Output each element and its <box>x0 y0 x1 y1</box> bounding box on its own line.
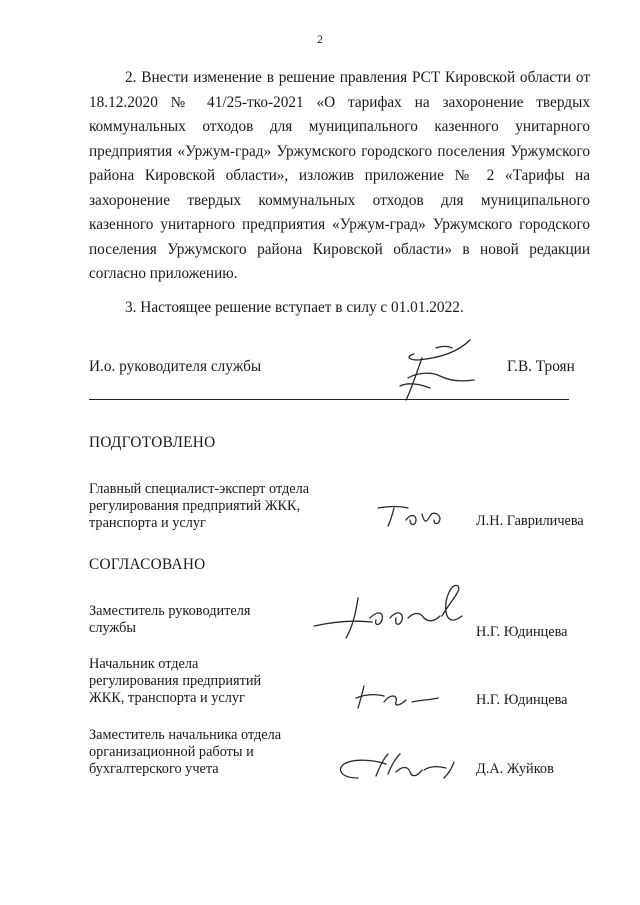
agreed-signer-1-signature-mark <box>312 582 472 642</box>
paragraph-3: 3. Настоящее решение вступает в силу с 01.01.2022. <box>125 299 464 316</box>
agreed-signer-2-signature-mark <box>354 682 440 712</box>
main-signer-name: Г.В. Троян <box>507 358 575 375</box>
page-number: 2 <box>317 32 323 46</box>
agreed-signer-1-role: Заместитель руководителя службы <box>89 603 251 636</box>
main-signature-mark <box>378 338 488 404</box>
paragraph-2: 2. Внести изменение в решение правления РСТ Кировской области от 18.12.2020 № 41/25-тко-2021 «О тарифах на захоронение твердых коммунальных отходов для муниципального казенного унитарного предприятия «Уржум-град» Уржумского городского поселения Уржумского района Кировской области», изложив приложение № 2 «Тарифы на захоронение твердых коммунальных отходов для муниципального казенного унитарного предприятия «Уржум-град» Уржумского городского поселения Уржумского района Кировской области» в новой редакции согласно приложению. <box>89 69 590 282</box>
agreed-signer-1-name: Н.Г. Юдинцева <box>476 624 568 640</box>
agreed-signer-3-signature-mark <box>334 748 464 784</box>
prepared-name: Л.Н. Гавриличева <box>476 513 584 529</box>
agreed-signer-2-name: Н.Г. Юдинцева <box>476 692 568 708</box>
prepared-role: Главный специалист-эксперт отдела регулирования предприятий ЖКК, транспорта и услуг <box>89 481 310 531</box>
signature-divider <box>89 399 569 400</box>
agreed-signer-3-name: Д.А. Жуйков <box>476 761 554 777</box>
agreed-heading: СОГЛАСОВАНО <box>89 556 206 573</box>
main-signer-role: И.о. руководителя службы <box>89 358 262 375</box>
prepared-heading: ПОДГОТОВЛЕНО <box>89 434 216 451</box>
prepared-signature-mark <box>376 502 450 530</box>
agreed-signer-3-role: Заместитель начальника отдела организационной работы и бухгалтерского учета <box>89 727 282 777</box>
agreed-signer-2-role: Начальник отдела регулирования предприятий ЖКК, транспорта и услуг <box>89 656 262 706</box>
